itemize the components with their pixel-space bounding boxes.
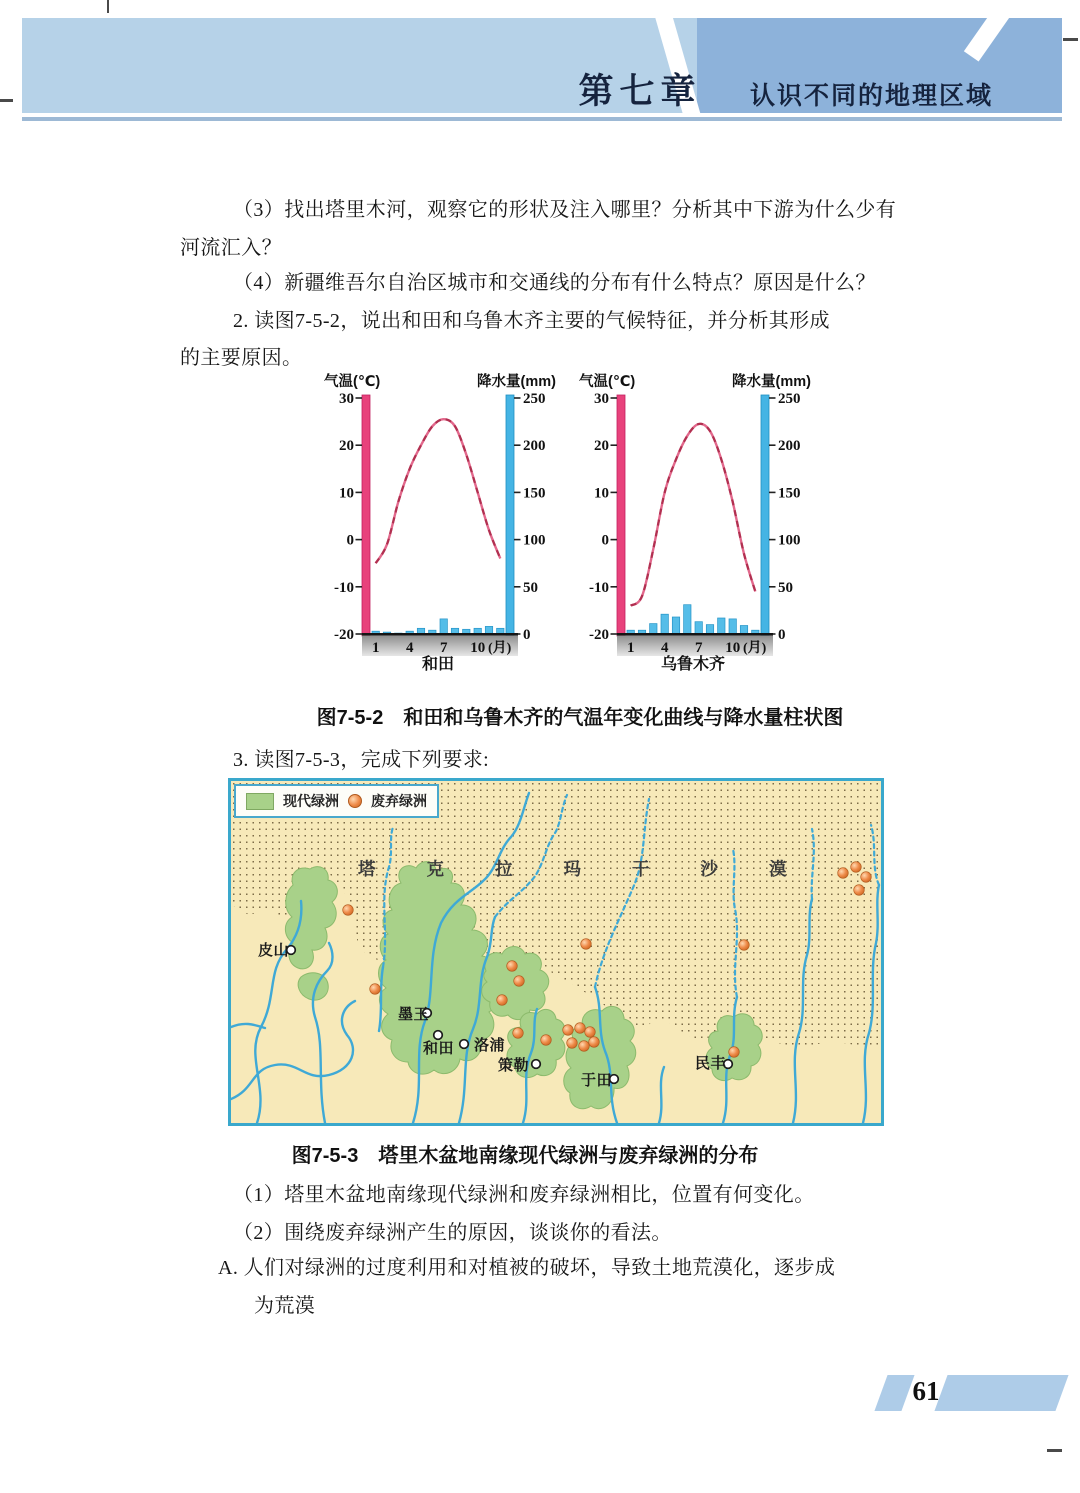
city-label: 民丰 — [695, 1055, 727, 1072]
temp-axis-title: 气温(℃) — [579, 374, 636, 390]
abandoned-oasis-dot — [497, 995, 508, 1006]
desert-name-char: 干 — [632, 859, 650, 879]
print-mark — [1047, 1449, 1062, 1452]
abandoned-oasis-dot — [581, 939, 592, 950]
print-mark — [107, 0, 109, 13]
svg-text:4: 4 — [660, 640, 669, 656]
svg-text:-10: -10 — [589, 579, 609, 596]
climate-chart-svg — [575, 368, 815, 672]
abandoned-oasis-dot — [854, 885, 865, 896]
precipitation-bars — [372, 619, 504, 634]
svg-text:7: 7 — [694, 640, 703, 656]
legend-abandoned-label: 废弃绿洲 — [371, 793, 427, 809]
svg-text:200: 200 — [523, 438, 546, 455]
svg-text:0: 0 — [778, 627, 786, 643]
desert-name-char: 克 — [426, 859, 444, 879]
abandoned-oasis-dot-icon — [348, 794, 362, 808]
question-4: （4）新疆维吾尔自治区城市和交通线的分布有什么特点？原因是什么？ — [233, 272, 876, 294]
svg-text:0: 0 — [523, 627, 531, 643]
abandoned-oasis-dot — [861, 872, 872, 883]
city-label: 皮山 — [258, 942, 290, 959]
svg-text:10: 10 — [339, 485, 354, 502]
abandoned-oasis-dot — [514, 976, 525, 987]
svg-text:1: 1 — [371, 640, 380, 656]
modern-oasis-swatch-icon — [246, 793, 274, 810]
page-number: 61 — [912, 1376, 940, 1406]
svg-text:30: 30 — [339, 391, 354, 407]
svg-text:50: 50 — [778, 579, 793, 596]
figure-7-5-3-caption: 图7-5-3 塔里木盆地南缘现代绿洲与废弃绿洲的分布 — [291, 1145, 759, 1167]
month-unit-label: (月) — [488, 641, 512, 656]
city-label: 于田 — [581, 1072, 613, 1089]
climate-chart-urumqi — [575, 368, 815, 672]
svg-text:100: 100 — [523, 532, 546, 549]
header-underline — [22, 117, 1062, 121]
map-question-1: （1）塔里木盆地南缘现代绿洲和废弃绿洲相比，位置有何变化。 — [233, 1184, 815, 1206]
temp-axis-bar — [362, 395, 370, 636]
abandoned-oasis-dot — [729, 1047, 740, 1058]
svg-text:-20: -20 — [589, 627, 609, 643]
answer-a-line1: A. 人们对绿洲的过度利用和对植被的破坏，导致土地荒漠化，逐步成 — [218, 1257, 836, 1279]
svg-text:100: 100 — [778, 532, 801, 549]
abandoned-oasis-dot — [579, 1041, 590, 1052]
city-label: 和田 — [423, 1040, 455, 1057]
svg-text:10: 10 — [470, 640, 486, 656]
question-3-line2: 河流汇入？ — [180, 237, 282, 259]
precip-axis-title: 降水量(mm) — [477, 374, 556, 390]
svg-text:0: 0 — [601, 532, 609, 549]
desert-name-char: 漠 — [769, 859, 787, 879]
abandoned-oasis-dot — [567, 1038, 578, 1049]
temperature-curve — [376, 419, 501, 563]
abandoned-oasis-dot — [507, 961, 518, 972]
abandoned-oasis-dot — [575, 1023, 586, 1034]
task-2-line2: 的主要原因。 — [180, 347, 303, 369]
svg-text:150: 150 — [523, 485, 546, 502]
task-3-intro: 3. 读图7-5-3，完成下列要求: — [233, 749, 490, 771]
abandoned-oasis-dot — [851, 862, 862, 873]
chapter-number: 第七章 — [578, 72, 702, 111]
precip-axis-bar — [506, 395, 514, 636]
precipitation-bars — [627, 605, 759, 634]
desert-name-char: 塔 — [358, 859, 376, 879]
oasis-distribution-map — [228, 778, 884, 1126]
svg-text:7: 7 — [439, 640, 448, 656]
decorative-slash-icon — [964, 0, 1014, 61]
map-legend — [234, 784, 439, 818]
city-marker — [460, 1040, 469, 1049]
svg-text:20: 20 — [594, 438, 609, 455]
desert-name-char: 玛 — [563, 859, 581, 879]
figure-7-5-2-caption: 图7-5-2 和田和乌鲁木齐的气温年变化曲线与降水量柱状图 — [316, 707, 844, 729]
month-unit-label: (月) — [743, 641, 767, 656]
abandoned-oasis-dot — [541, 1035, 552, 1046]
city-label: 策勒 — [498, 1057, 530, 1074]
precip-axis-title: 降水量(mm) — [732, 374, 811, 390]
chapter-title: 认识不同的地理区域 — [750, 82, 994, 110]
abandoned-oasis-dot — [585, 1027, 596, 1038]
svg-text:20: 20 — [339, 438, 354, 455]
map-canvas — [231, 781, 881, 1123]
abandoned-oasis-dot — [513, 1028, 524, 1039]
city-label: 墨玉 — [398, 1006, 430, 1023]
legend-modern-label: 现代绿洲 — [283, 793, 339, 809]
svg-text:200: 200 — [778, 438, 801, 455]
svg-text:-10: -10 — [334, 579, 354, 596]
answer-a-line2: 为荒漠 — [254, 1295, 316, 1317]
svg-text:1: 1 — [626, 640, 635, 656]
map-question-2: （2）围绕废弃绿洲产生的原因，谈谈你的看法。 — [233, 1222, 672, 1244]
desert-name-char: 拉 — [495, 859, 513, 879]
task-2-line1: 2. 读图7-5-2，说出和田和乌鲁木齐主要的气候特征，并分析其形成 — [233, 310, 830, 332]
station-name: 乌鲁木齐 — [660, 656, 726, 672]
question-3-line1: （3）找出塔里木河，观察它的形状及注入哪里？分析其中下游为什么少有 — [233, 199, 897, 221]
abandoned-oasis-dot — [589, 1037, 600, 1048]
svg-text:50: 50 — [523, 579, 538, 596]
city-marker — [532, 1060, 541, 1069]
abandoned-oasis-dot — [739, 940, 750, 951]
city-marker — [434, 1031, 443, 1040]
svg-text:30: 30 — [594, 391, 609, 407]
desert-name-char: 沙 — [700, 859, 718, 879]
svg-text:250: 250 — [523, 391, 546, 407]
svg-text:0: 0 — [346, 532, 354, 549]
temp-axis-bar — [617, 395, 625, 636]
svg-text:250: 250 — [778, 391, 801, 407]
chapter-header — [22, 18, 1062, 113]
svg-text:10: 10 — [725, 640, 741, 656]
print-mark — [0, 99, 13, 102]
footer-decoration — [934, 1375, 1068, 1411]
city-label: 洛浦 — [474, 1037, 506, 1054]
abandoned-oasis-dot — [838, 868, 849, 879]
climate-chart-hotan — [320, 368, 560, 672]
abandoned-oasis-dot — [343, 905, 354, 916]
svg-text:10: 10 — [594, 485, 609, 502]
precip-axis-bar — [761, 395, 769, 636]
station-name: 和田 — [421, 656, 455, 672]
climate-chart-svg — [320, 368, 560, 672]
temp-axis-title: 气温(℃) — [324, 374, 381, 390]
abandoned-oasis-dot — [370, 984, 381, 995]
svg-text:4: 4 — [405, 640, 414, 656]
svg-text:-20: -20 — [334, 627, 354, 643]
print-mark — [1063, 38, 1078, 41]
abandoned-oasis-dot — [563, 1025, 574, 1036]
svg-text:150: 150 — [778, 485, 801, 502]
